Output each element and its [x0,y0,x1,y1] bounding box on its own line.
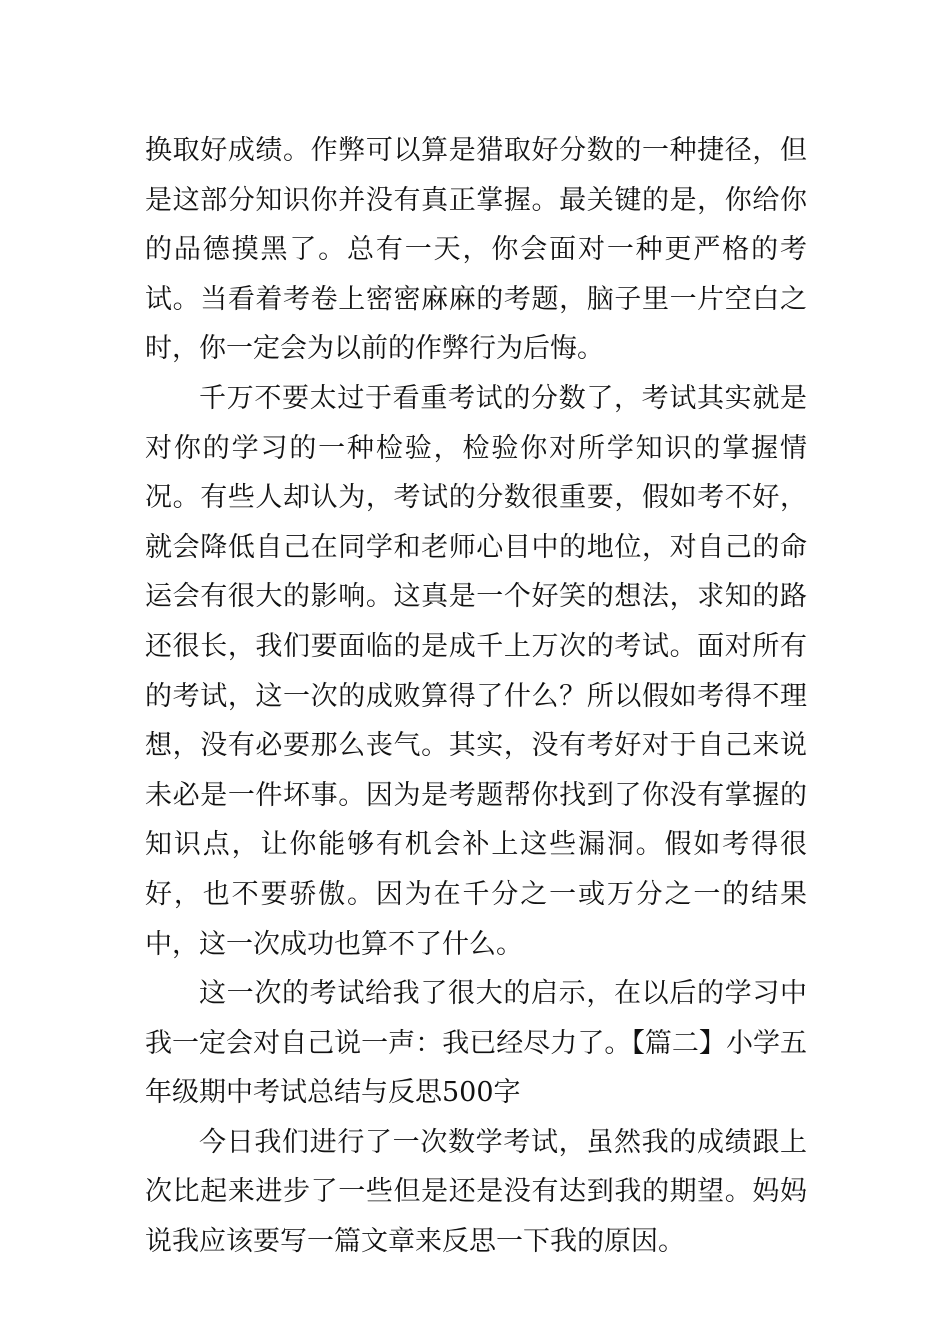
paragraph-3: 这一次的考试给我了很大的启示，在以后的学习中我一定会对自己说一声：我已经尽力了。【篇二】小学五年级期中考试总结与反思500字 [145,978,807,1109]
paragraph-2: 千万不要太过于看重考试的分数了，考试其实就是对你的学习的一种检验，检验你对所学知识的掌握情况。有些人却认为，考试的分数很重要，假如考不好，就会降低自己在同学和老师心目中的地位，对自己的命运会有很大的影响。这真是一个好笑的想法，求知的路还很长，我们要面临的是成千上万次的考试。面对所有的考试，这一次的成败算得了什么？所以假如考得不理想，没有必要那么丧气。其实，没有考好对于自己来说未必是一件坏事。因为是考题帮你找到了你没有掌握的知识点，让你能够有机会补上这些漏洞。假如考得很好，也不要骄傲。因为在千分之一或万分之一的结果中，这一次成功也算不了什么。 [145,382,807,960]
paragraph-1: 换取好成绩。作弊可以算是猎取好分数的一种捷径，但是这部分知识你并没有真正掌握。最关键的是，你给你的品德摸黑了。总有一天，你会面对一种更严格的考试。当看着考卷上密密麻麻的考题，脑子里一片空白之时，你一定会为以前的作弊行为后悔。 [145,135,807,365]
paragraph-4: 今日我们进行了一次数学考试，虽然我的成绩跟上次比起来进步了一些但是还是没有达到我的期望。妈妈说我应该要写一篇文章来反思一下我的原因。 [145,1126,807,1258]
document-body [145,126,807,1267]
